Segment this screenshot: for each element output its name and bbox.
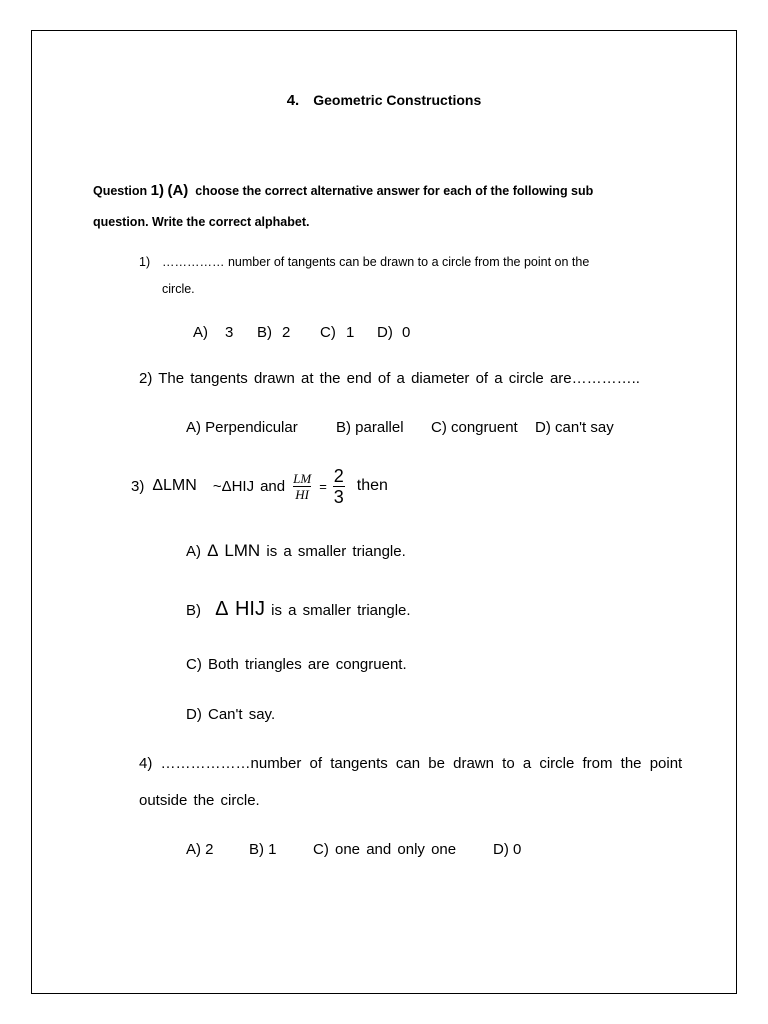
q3-option-a-triangle: Δ LMN — [207, 541, 261, 560]
question-part: (A) — [167, 182, 189, 199]
q3-fraction-lm-hi — [293, 471, 311, 502]
q1-option-d-label: D) — [377, 324, 393, 341]
q3-then: then — [356, 477, 388, 494]
q3-number: 3) — [131, 477, 145, 495]
q3-similar-hij: ~ΔHIJ — [212, 477, 255, 495]
q1-option-a-label: A) — [193, 324, 208, 341]
q3-option-c: C) Both triangles are congruent. — [186, 656, 407, 673]
q1-option-c-value: 1 — [346, 324, 355, 341]
q3-ratio — [333, 466, 345, 507]
q1-option-c-label: C) — [320, 324, 336, 341]
q3-triangle-lmn: ΔLMN — [152, 477, 197, 494]
q1-option-a-value: 3 — [225, 324, 234, 341]
title-number: 4. — [286, 92, 300, 109]
q3-option-b — [186, 598, 411, 621]
q1-text-line1: …………… number of tangents can be drawn to a circle from the point on the — [162, 255, 590, 269]
q3-option-a-text: is a smaller triangle. — [266, 543, 406, 560]
q3-statement — [131, 461, 388, 511]
q2-text: 2) The tangents drawn at the end of a diameter of a circle are………….. — [139, 370, 640, 387]
q3-equals: = — [319, 478, 327, 494]
q4-option-a: A) 2 — [186, 841, 214, 858]
q4-option-c: C) one and only one — [313, 841, 457, 858]
question-number: 1) — [150, 182, 164, 199]
q3-fraction-numerator: LM — [293, 470, 312, 486]
question-label: Question — [93, 184, 148, 198]
q3-fraction-denominator: HI — [295, 486, 310, 502]
question-instruction-line2: question. Write the correct alphabet. — [93, 215, 310, 229]
q4-text-line1: 4) ………………number of tangents can be drawn to a circle from the point — [139, 755, 683, 772]
q3-ratio-denominator: 3 — [333, 486, 344, 507]
q1-option-b-label: B) — [257, 324, 272, 341]
q3-option-b-text: is a smaller triangle. — [271, 602, 411, 619]
q2-option-a: A) Perpendicular — [186, 419, 298, 436]
q3-ratio-numerator: 2 — [333, 465, 344, 486]
q3-option-d: D) Can't say. — [186, 706, 276, 723]
question-heading — [93, 182, 593, 199]
q4-text-line2: outside the circle. — [139, 792, 260, 809]
q1-option-d-value: 0 — [402, 324, 411, 341]
q2-option-d: D) can't say — [535, 419, 614, 436]
q1-text-line2: circle. — [162, 282, 195, 296]
q2-option-c: C) congruent — [431, 419, 518, 436]
q4-option-b: B) 1 — [249, 841, 277, 858]
q3-option-b-label: B) — [186, 602, 201, 619]
q4-option-d: D) 0 — [493, 841, 522, 858]
q1-number: 1) — [139, 255, 151, 269]
q2-option-b: B) parallel — [336, 419, 404, 436]
title-text: Geometric Constructions — [313, 92, 482, 108]
q3-option-a — [186, 541, 406, 561]
q3-option-a-label: A) — [186, 543, 201, 560]
question-instruction-line1: choose the correct alternative answer for each of the following sub — [195, 184, 594, 198]
q3-and: and — [260, 477, 286, 495]
page-title — [0, 92, 768, 109]
q1-option-b-value: 2 — [282, 324, 291, 341]
q3-option-b-triangle: Δ HIJ — [215, 598, 265, 620]
